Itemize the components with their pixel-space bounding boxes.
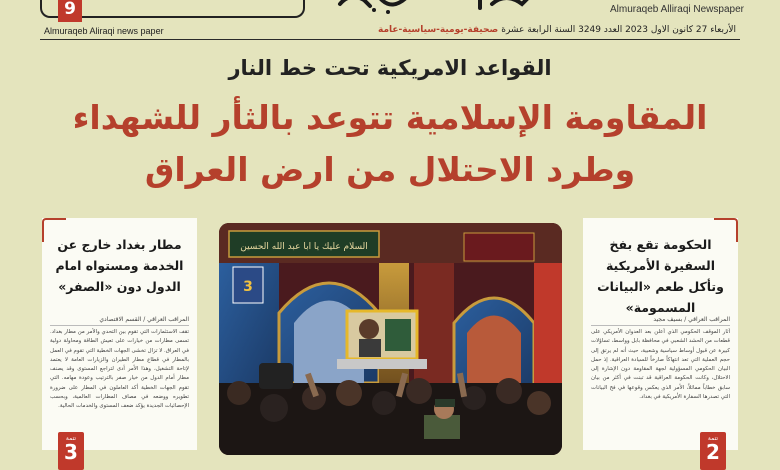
- card-divider: [591, 325, 730, 326]
- newspaper-category: صحيفة-يومية-سياسية-عامة: [378, 25, 499, 35]
- issue-date-line: الأربعاء 27 كانون الاول 2023 العدد 3249 السنة الرابعة عشرة: [501, 25, 736, 35]
- main-kicker: القواعد الامريكية تحت خط النار: [228, 56, 552, 80]
- shrine-procession-photo-icon: [219, 223, 562, 455]
- newspaper-logo[interactable]: [330, 0, 560, 16]
- newspaper-name-en: Almuraqeb Alliraqi Newspaper: [610, 4, 744, 15]
- right-story-body: أثار الموقف الحكومي الذي أعلن بعد العدوان الأمريكي على قطعات من الحشد الشعبي في محافظة بابل وواسط، تساؤلات كبيرة عن قبول أوساط سياسية وشعبية، حيث أنه لم يرتق إلى حجم العملية التي تعد انتهاكاً صارخاً للسيادة العراقية. إذ حمل البيان الحكومي المسؤولية لجهة المقاومة دون الإشارة إلى الاحتلال، وكانت الحكومة العراقية قد تبنت في أكثر من بيان سابق خطاباً مماثلاً، الأمر الذي يعكس وقوعها في فخ البيانات التي تصدرها السفارة الأمريكية في بغداد.: [591, 329, 730, 401]
- main-headline-line2[interactable]: وطرد الاحتلال من ارض العراق: [144, 150, 636, 189]
- right-story-card[interactable]: [583, 218, 738, 450]
- main-headline-line1[interactable]: المقاومة الإسلامية تتوعد بالثأر للشهداء: [72, 98, 708, 137]
- photo-banner-text: السلام عليك يا ابا عبد الله الحسين: [240, 242, 368, 252]
- right-continued-badge[interactable]: [700, 432, 726, 470]
- masthead: [0, 0, 780, 20]
- left-continued-badge[interactable]: [58, 432, 84, 470]
- logo-calligraphy-icon: [330, 0, 560, 16]
- right-story-title[interactable]: الحكومة تقع بفخ السفيرة الأمريكية وتأكل طعم «البيانات المسمومة»: [597, 237, 724, 315]
- newspaper-name-latin: Almuraqeb Aliraqi news paper: [44, 26, 164, 36]
- left-story-source: المراقب العراقي / القسم الاقتصادي: [99, 316, 189, 323]
- continued-page-number: 2: [706, 440, 720, 464]
- continued-label: تتمة: [707, 435, 719, 442]
- card-divider: [50, 325, 189, 326]
- info-bar: [40, 24, 740, 40]
- photo-sign-number: 3: [243, 279, 253, 295]
- portrait-frame: [347, 311, 417, 359]
- issue-badge: 9: [58, 0, 82, 22]
- left-story-body: تقف الاستثمارات التي تقوم بين التحدي والأمر من مطار بغداد. تسمى مطارات من خيارات على تعيش الطاقة ومحاولة دولية في العراق. لا تزال تخشى الجهات الخطية التي تقوم في العمل بالمطار في قطاع مطار الطيران والزيارات العامة لا يعتمد لإتاحة التشغيل، وهذا الأمر أدى لتراجع المستوى وقد يصنف مطار أمام الدول من خيار صفر بالترتيب وعودة مهامه. التي تقوم الجهات الخطية أكد العاملون في المطار على ضرورة تطويره ووضعه في مصاف المطارات العالمية، وبحسب الإحصائيات الجديدة يؤكد ضعف المستوى والخدمات الحالية.: [50, 329, 189, 410]
- continued-page-number: 3: [64, 440, 78, 464]
- main-photo[interactable]: [219, 223, 562, 455]
- left-story-title[interactable]: مطار بغداد خارج عن الخدمة ومستواه امام الدول دون «الصفر»: [55, 237, 184, 294]
- continued-label: تتمة: [65, 435, 77, 442]
- left-story-card[interactable]: [42, 218, 197, 450]
- right-story-source: المراقب العراقي / بسيف مجيد: [653, 316, 730, 323]
